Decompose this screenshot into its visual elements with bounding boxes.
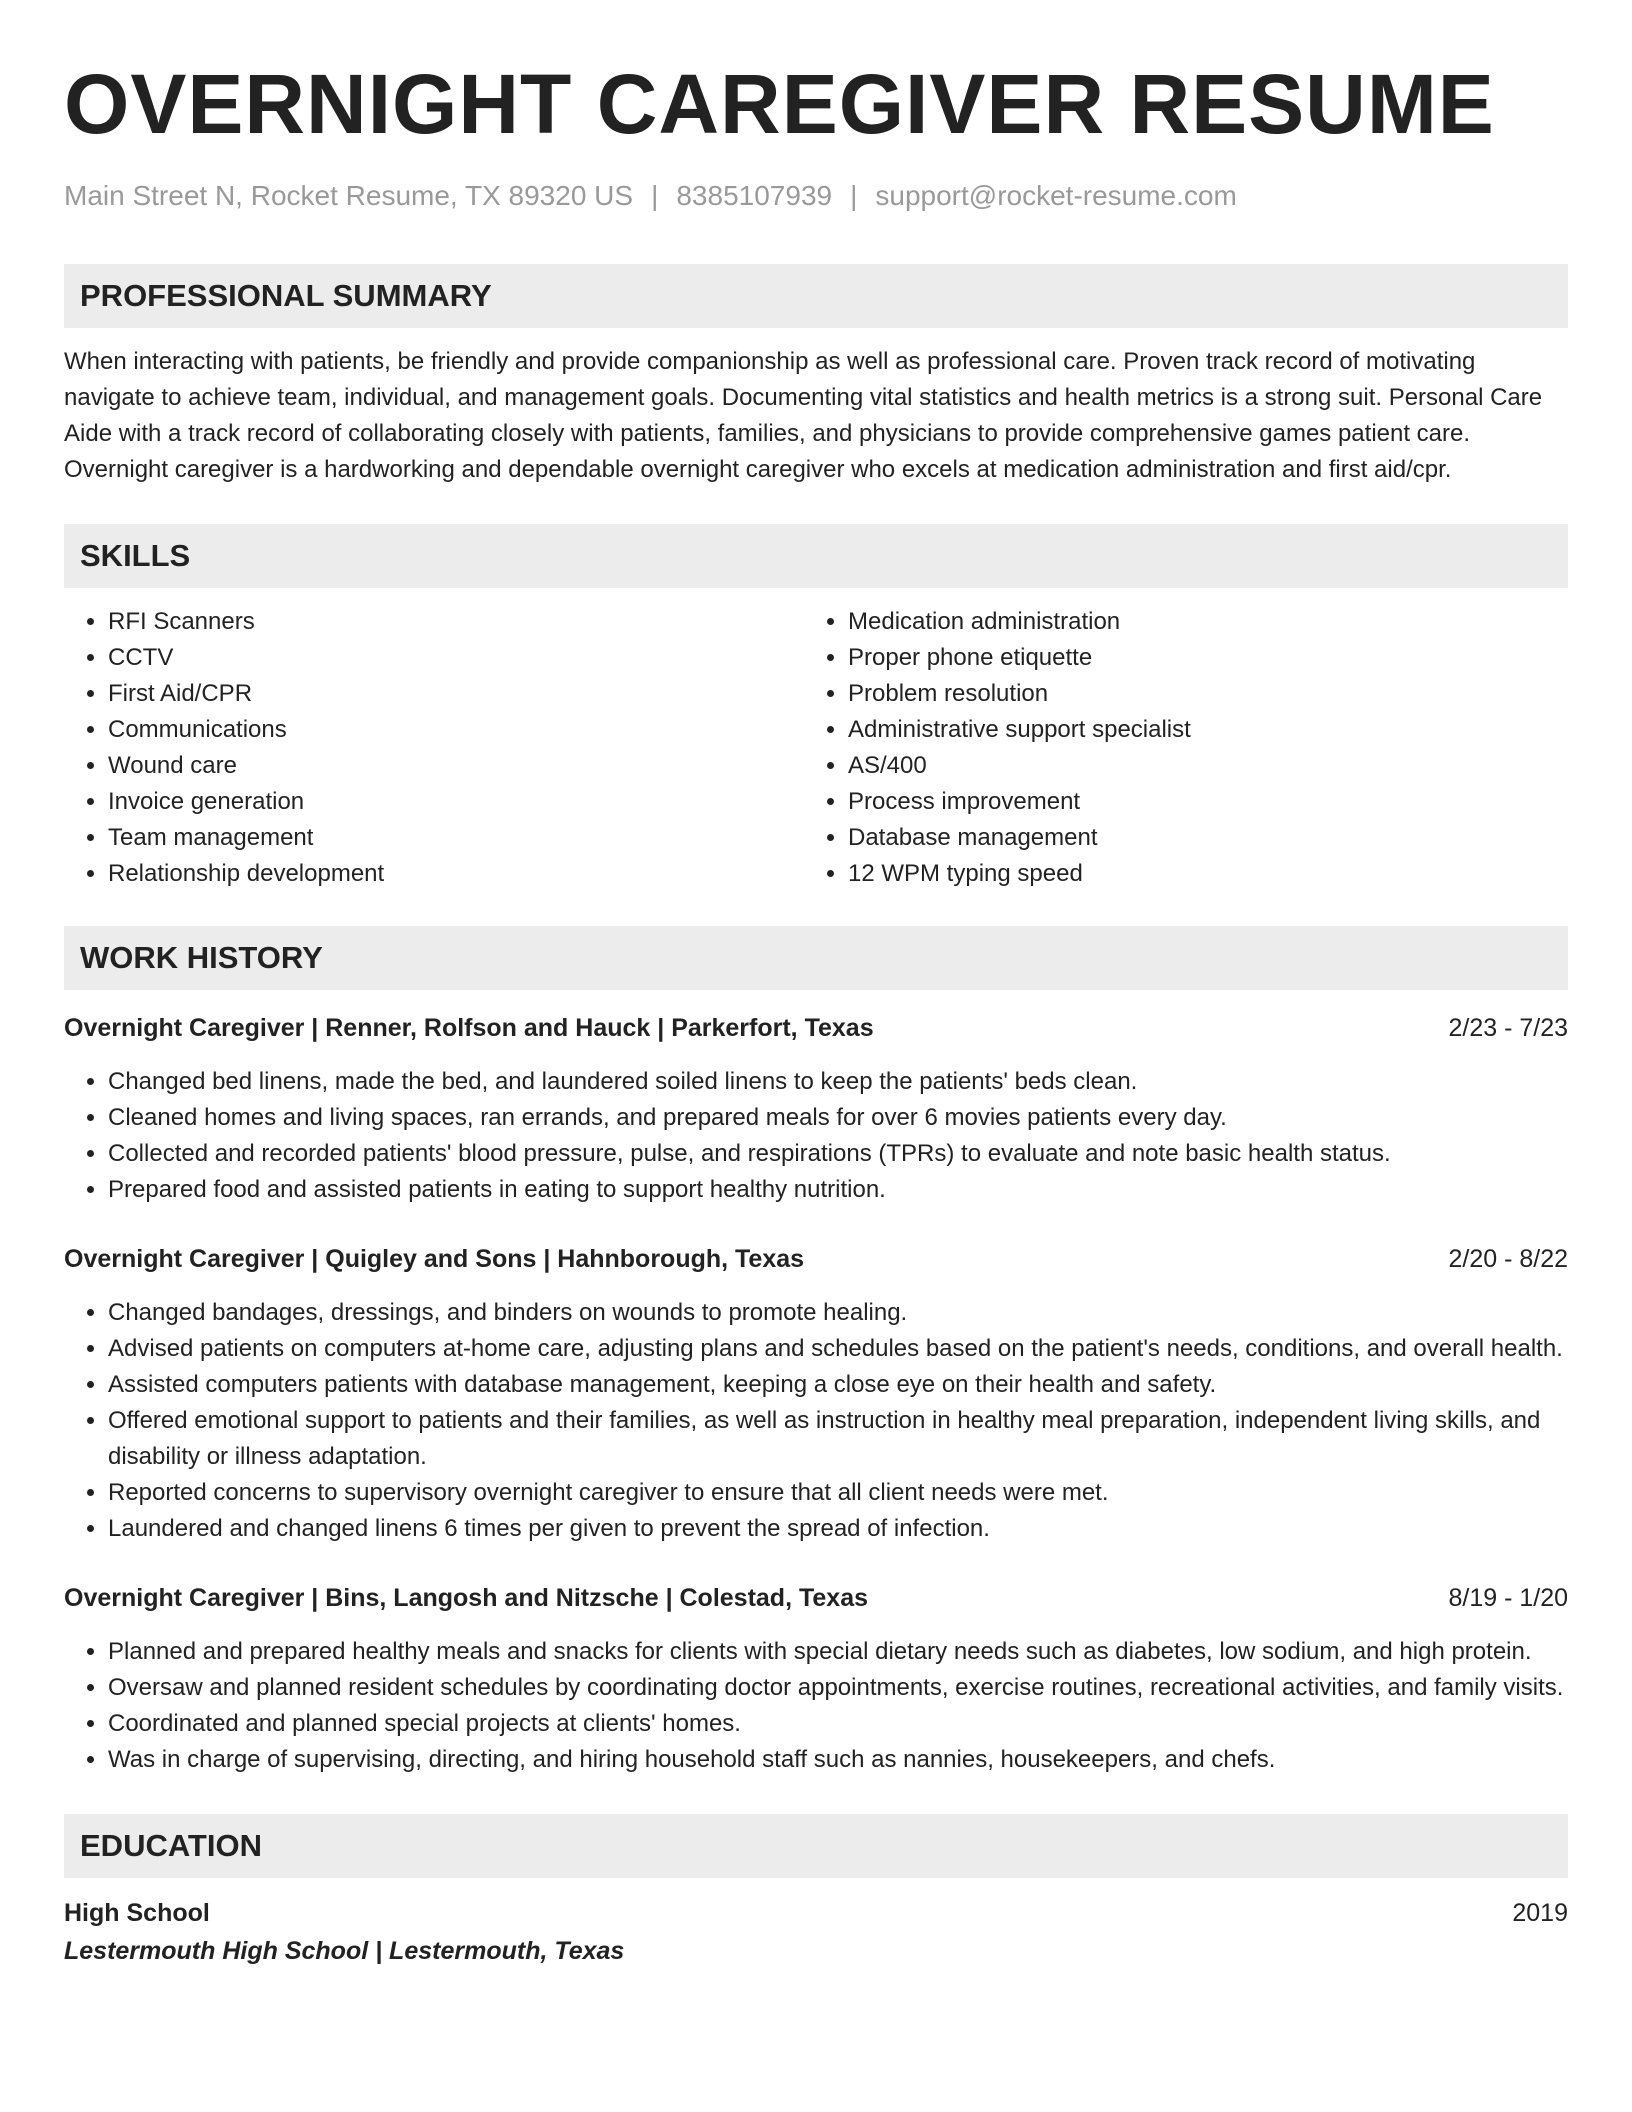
contact-address: Main Street N, Rocket Resume, TX 89320 US <box>64 180 634 211</box>
skills-heading: SKILLS <box>64 524 1568 588</box>
job-entry <box>64 1580 1568 1778</box>
job-dates: 2/20 - 8/22 <box>1448 1245 1568 1273</box>
skill-item: • Team management <box>108 820 804 856</box>
skill-item: • Process improvement <box>848 784 1544 820</box>
job-bullets <box>64 1634 1568 1778</box>
job-bullet: • Prepared food and assisted patients in eating to support healthy nutrition. <box>108 1172 1568 1208</box>
job-header <box>64 1580 1568 1616</box>
job-bullet: • Laundered and changed linens 6 times per given to prevent the spread of infection. <box>108 1511 1568 1547</box>
skill-item: • First Aid/CPR <box>108 676 804 712</box>
education-year: 2019 <box>1512 1899 1568 1927</box>
education-heading: EDUCATION <box>64 1814 1568 1878</box>
skill-item: • Medication administration <box>848 604 1544 640</box>
skill-item: • Relationship development <box>108 856 804 892</box>
job-bullet: • Cleaned homes and living spaces, ran errands, and prepared meals for over 6 movies patients every day. <box>108 1100 1568 1136</box>
job-header <box>64 1241 1568 1277</box>
skill-item: • Database management <box>848 820 1544 856</box>
skill-item: • CCTV <box>108 640 804 676</box>
skills-column-left <box>64 604 804 892</box>
job-bullet: • Coordinated and planned special projects at clients' homes. <box>108 1706 1568 1742</box>
job-header <box>64 1010 1568 1046</box>
job-bullet: • Offered emotional support to patients and their families, as well as instruction in healthy meal preparation, independent living skills, and disability or illness adaptation. <box>108 1403 1568 1475</box>
education-entry <box>64 1894 1568 1932</box>
skill-item: • Invoice generation <box>108 784 804 820</box>
job-bullet: • Oversaw and planned resident schedules by coordinating doctor appointments, exercise routines, recreational activities, and family visits. <box>108 1670 1568 1706</box>
job-bullet: • Changed bed linens, made the bed, and laundered soiled linens to keep the patients' beds clean. <box>108 1064 1568 1100</box>
job-bullet: • Reported concerns to supervisory overnight caregiver to ensure that all client needs were met. <box>108 1475 1568 1511</box>
contact-email: support@rocket-resume.com <box>875 180 1237 211</box>
summary-heading: PROFESSIONAL SUMMARY <box>64 264 1568 328</box>
job-dates: 8/19 - 1/20 <box>1448 1584 1568 1612</box>
skill-item: • Proper phone etiquette <box>848 640 1544 676</box>
skill-item: • Communications <box>108 712 804 748</box>
contact-separator: | <box>850 180 858 211</box>
education-school: Lestermouth High School | Lestermouth, Texas <box>64 1937 625 1965</box>
summary-text: When interacting with patients, be friendly and provide companionship as well as professional care. Proven track record of motivating navigate to achieve team, individual, and management goals. Documenting vital statistics and health metrics is a strong suit. Personal Care Aide with a track record of collaborating closely with patients, families, and physicians to provide comprehensive games patient care. Overnight caregiver is a hardworking and dependable overnight caregiver who excels at medication administration and first aid/cpr. <box>64 348 1543 483</box>
job-bullet: • Advised patients on computers at-home care, adjusting plans and schedules based on the patient's needs, conditions, and overall health. <box>108 1331 1568 1367</box>
work-history-heading: WORK HISTORY <box>64 926 1568 990</box>
job-bullet: • Assisted computers patients with database management, keeping a close eye on their health and safety. <box>108 1367 1568 1403</box>
contact-line <box>64 178 1568 214</box>
job-title: Overnight Caregiver | Quigley and Sons | Hahnborough, Texas <box>64 1245 805 1273</box>
job-bullet: • Was in charge of supervising, directing, and hiring household staff such as nannies, housekeepers, and chefs. <box>108 1742 1568 1778</box>
job-bullets <box>64 1295 1568 1547</box>
job-bullets <box>64 1064 1568 1208</box>
skill-item: • 12 WPM typing speed <box>848 856 1544 892</box>
skill-item: • Problem resolution <box>848 676 1544 712</box>
job-dates: 2/23 - 7/23 <box>1448 1014 1568 1042</box>
job-title: Overnight Caregiver | Renner, Rolfson and Hauck | Parkerfort, Texas <box>64 1014 874 1042</box>
education-degree: High School <box>64 1899 210 1927</box>
job-bullet: • Planned and prepared healthy meals and snacks for clients with special dietary needs such as diabetes, low sodium, and high protein. <box>108 1634 1568 1670</box>
resume-title: OVERNIGHT CAREGIVER RESUME <box>64 57 1495 151</box>
job-bullet: • Collected and recorded patients' blood pressure, pulse, and respirations (TPRs) to evaluate and note basic health status. <box>108 1136 1568 1172</box>
skill-item: • Administrative support specialist <box>848 712 1544 748</box>
skills-list <box>64 604 1568 892</box>
job-entry <box>64 1241 1568 1547</box>
skills-column-right <box>804 604 1544 892</box>
job-bullet: • Changed bandages, dressings, and binders on wounds to promote healing. <box>108 1295 1568 1331</box>
skill-item: • AS/400 <box>848 748 1544 784</box>
contact-separator: | <box>651 180 659 211</box>
skill-item: • Wound care <box>108 748 804 784</box>
job-title: Overnight Caregiver | Bins, Langosh and Nitzsche | Colestad, Texas <box>64 1584 869 1612</box>
contact-phone: 8385107939 <box>676 180 833 211</box>
skill-item: • RFI Scanners <box>108 604 804 640</box>
job-entry <box>64 1010 1568 1208</box>
